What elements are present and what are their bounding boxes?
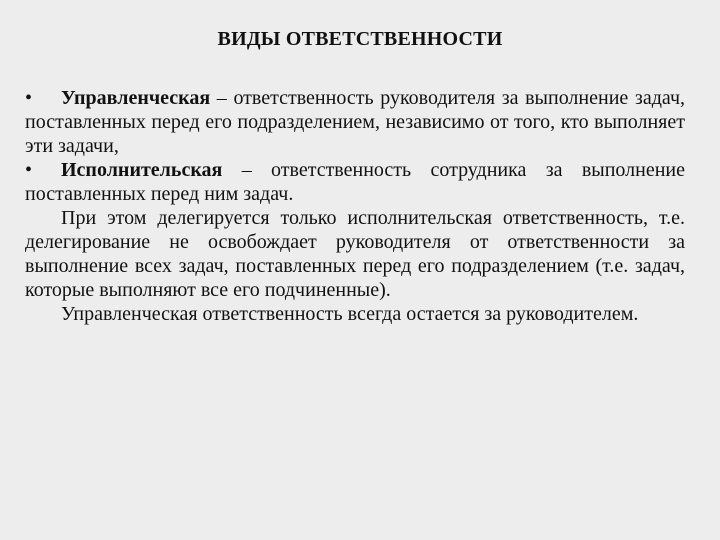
paragraph-conclusion: Управленческая ответственность всегда остается за руководителем. [61, 303, 639, 325]
bullet-marker: • [25, 159, 33, 181]
bullet-executive [25, 158, 685, 206]
bullet-term-executive: Исполнительская [61, 159, 223, 181]
bullet-text-executive: – ответственность сотрудника за выполнение поставленных перед ним задач. [25, 159, 685, 205]
bullet-marker: • [25, 87, 33, 109]
bullet-managerial [25, 86, 685, 158]
slide-body [25, 86, 685, 326]
slide-title: ВИДЫ ОТВЕТСТВЕННОСТИ [217, 28, 503, 50]
bullet-text-managerial: – ответственность руководителя за выполнение задач, поставленных перед его подразделением, независимо от того, кто выполняет эти задачи, [25, 87, 685, 157]
paragraph-delegation: При этом делегируется только исполнительская ответственность, т.е. делегирование не освобождает руководителя от ответственности за выполнение всех задач, поставленных перед его подразделением (т.е. задач, которые выполняют все его подчиненные). [25, 207, 685, 301]
bullet-term-managerial: Управленческая [61, 87, 211, 109]
